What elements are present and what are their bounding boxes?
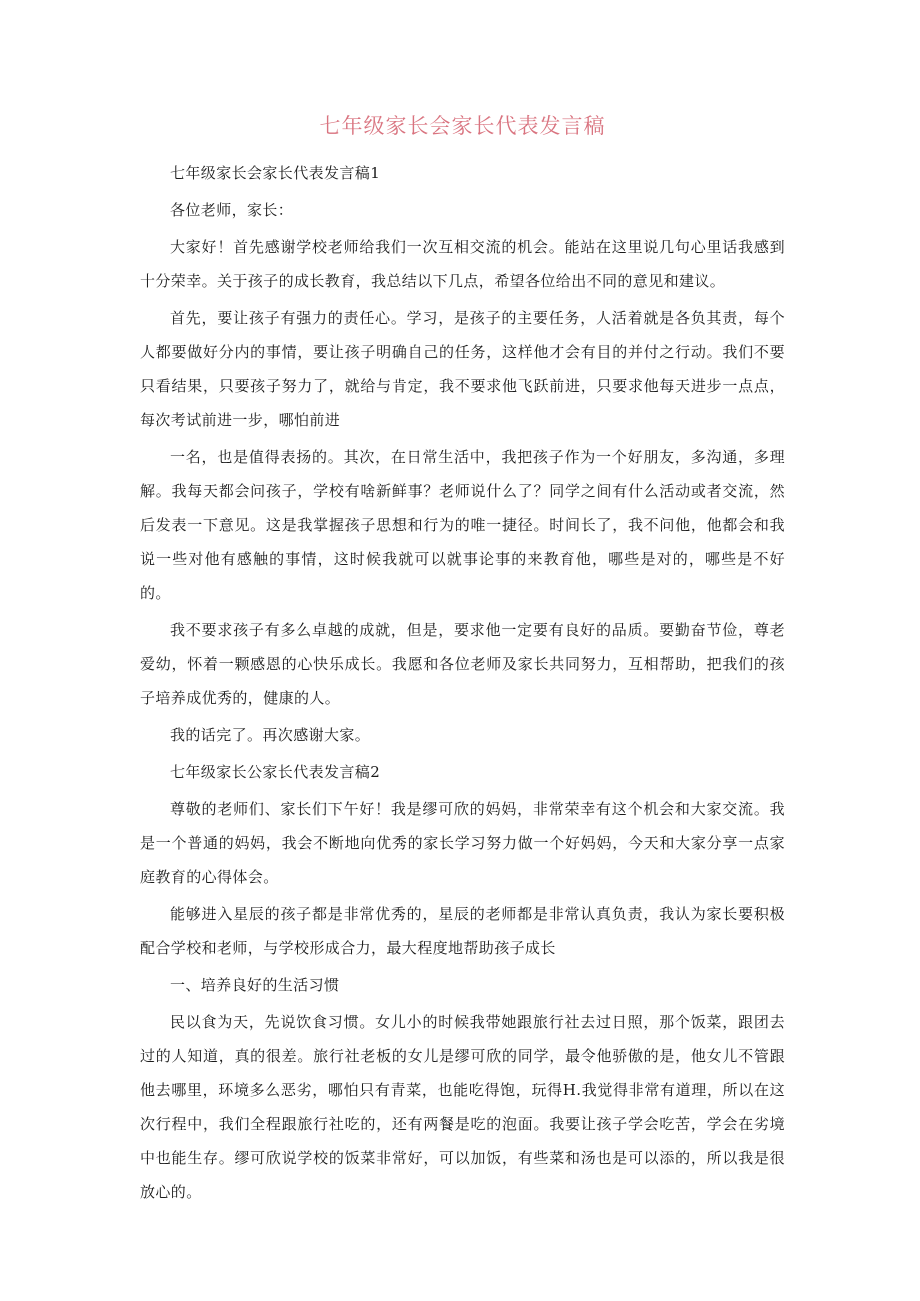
- paragraph: 民以食为天，先说饮食习惯。女儿小的时候我带她跟旅行社去过日照，那个饭菜，跟团去过的人知道，真的很差。旅行社老板的女儿是缪可欣的同学，最令他骄傲的是，他女儿不管跟他去哪里，环境多么恶劣，哪怕只有青菜，也能吃得饱，玩得H.我觉得非常有道理，所以在这次行程中，我们全程跟旅行社吃的，还有两餐是吃的泡面。我要让孩子学会吃苦，学会在劣境中也能生存。缪可欣说学校的饭菜非常好，可以加饭，有些菜和汤也是可以添的，所以我是很放心的。: [140, 1013, 785, 1201]
- subheading: 一、培养良好的生活习惯: [170, 976, 340, 994]
- salutation: 各位老师，家长：: [170, 201, 294, 219]
- paragraph: 尊敬的老师们、家长们下午好！我是缪可欣的妈妈，非常荣幸有这个机会和大家交流。我是一个普通的妈妈，我会不断地向优秀的家长学习努力做一个好妈妈，今天和大家分享一点家庭教育的心得体会。: [140, 800, 785, 886]
- document-title: 七年级家长会家长代表发言稿: [319, 114, 606, 138]
- paragraph: 我不要求孩子有多么卓越的成就，但是，要求他一定要有良好的品质。要勤奋节俭，尊老爱幼，怀着一颗感恩的心快乐成长。我愿和各位老师及家长共同努力，互相帮助，把我们的孩子培养成优秀的，健康的人。: [140, 621, 785, 707]
- section-heading-2: 七年级家长公家长代表发言稿2: [170, 763, 381, 781]
- document-page: [140, 112, 785, 1212]
- paragraph: 一名，也是值得表扬的。其次，在日常生活中，我把孩子作为一个好朋友，多沟通，多理解。我每天都会问孩子，学校有啥新鲜事？老师说什么了？同学之间有什么活动或者交流，然后发表一下意见。这是我掌握孩子思想和行为的唯一捷径。时间长了，我不问他，他都会和我说一些对他有感触的事情，这时候我就可以就事论事的来教育他，哪些是对的，哪些是不好的。: [140, 448, 785, 602]
- paragraph: 大家好！首先感谢学校老师给我们一次互相交流的机会。能站在这里说几句心里话我感到十分荣幸。关于孩子的成长教育，我总结以下几点，希望各位给出不同的意见和建议。: [140, 238, 785, 290]
- paragraph: 我的话完了。再次感谢大家。: [170, 726, 371, 744]
- section-heading-1: 七年级家长会家长代表发言稿1: [170, 164, 381, 182]
- paragraph: 首先，要让孩子有强力的责任心。学习，是孩子的主要任务，人活着就是各负其责，每个人都要做好分内的事情，要让孩子明确自己的任务，这样他才会有目的并付之行动。我们不要只看结果，只要孩子努力了，就给与肯定，我不要求他飞跃前进，只要求他每天进步一点点，每次考试前进一步，哪怕前进: [140, 309, 785, 429]
- paragraph: 能够进入星辰的孩子都是非常优秀的，星辰的老师都是非常认真负责，我认为家长要积极配合学校和老师，与学校形成合力，最大程度地帮助孩子成长: [140, 905, 785, 957]
